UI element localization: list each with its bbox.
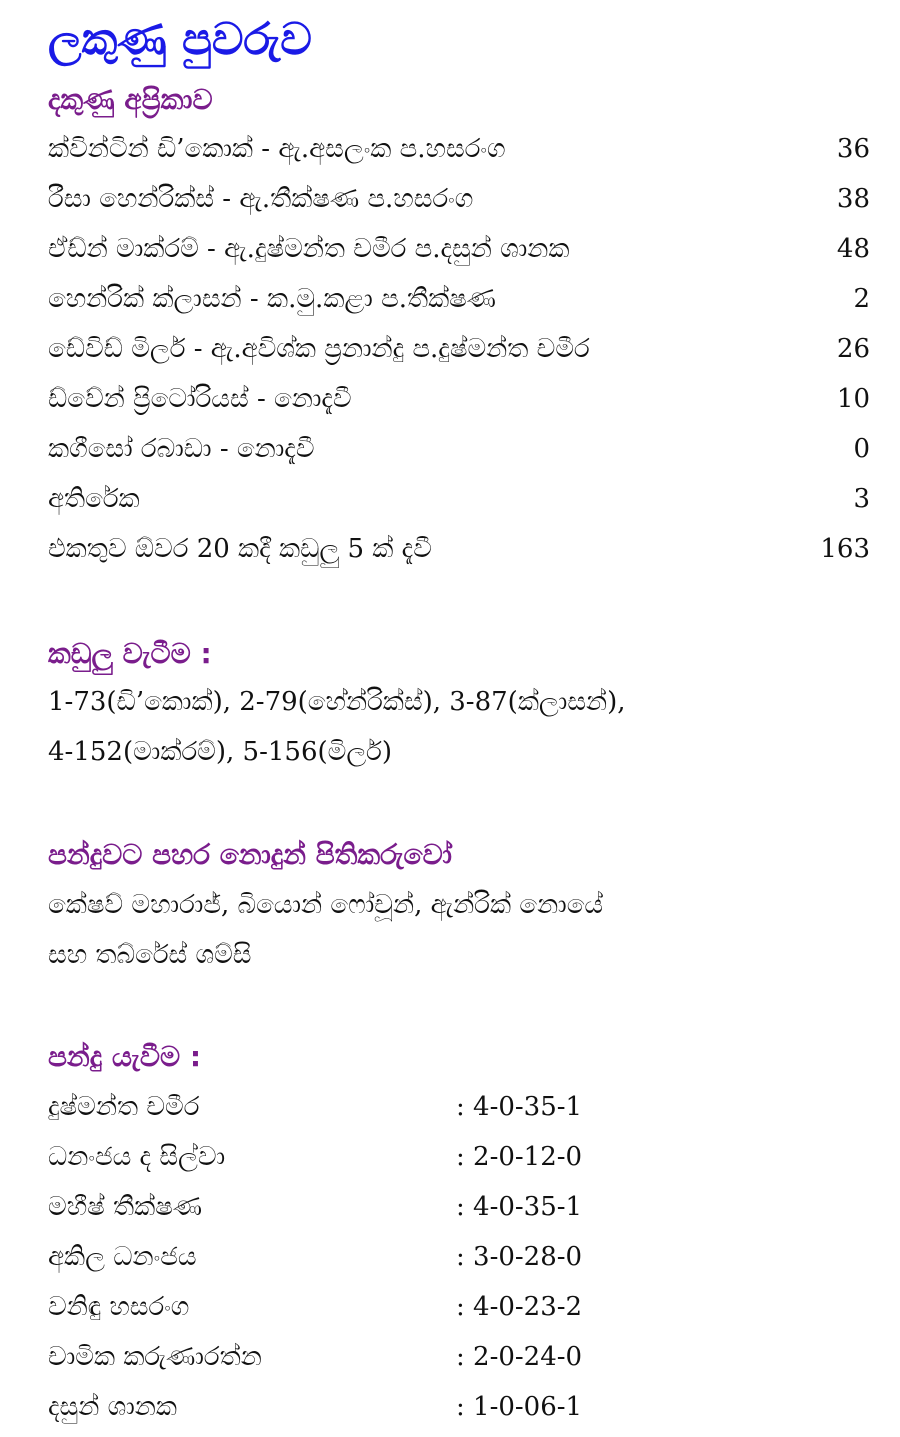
bowling-row — [48, 1382, 868, 1432]
batter-runs: 48 — [836, 234, 870, 264]
bowler-name: අකිල ධනංජය — [48, 1242, 197, 1272]
batter-dismissal: රීසා හෙන්රික්ස් - ඇ.තීක්ෂණ ප.හසරංග — [48, 184, 474, 214]
batting-team-heading: දකුණු අප්‍රිකාව — [48, 83, 213, 116]
bowler-figures: : 2-0-24-0 — [456, 1342, 583, 1372]
batting-row — [48, 274, 870, 324]
batter-dismissal: හෙන්රික් ක්ලාසන් - ක.මු.කළා ප.තීක්ෂණ — [48, 284, 496, 314]
total-runs: 163 — [820, 534, 870, 564]
batter-runs: 0 — [853, 434, 870, 464]
batter-runs: 26 — [836, 334, 870, 364]
bowler-name: මහීෂ් තීක්ෂණ — [48, 1192, 203, 1222]
batting-row — [48, 174, 870, 224]
batter-dismissal: ක්වින්ටින් ඩි’කොක් - ඇ.අසලංක ප.හසරංග — [48, 134, 506, 164]
batting-row — [48, 124, 870, 174]
batter-dismissal: ඒඩ්න් මාක්රම් - ඇ.දුෂ්මන්ත චමීර ප.දසුන් ශානක — [48, 234, 570, 264]
extras-runs: 3 — [853, 484, 870, 514]
bowler-figures: : 4-0-35-1 — [456, 1192, 583, 1222]
bowler-name: චාමික කරුණාරත්න — [48, 1342, 262, 1372]
bowler-figures: : 2-0-12-0 — [456, 1142, 583, 1172]
did-not-bat-heading: පන්දුවට පහර නොදුන් පිතිකරුවෝ — [48, 838, 452, 871]
batter-runs: 38 — [836, 184, 870, 214]
bowling-row — [48, 1332, 868, 1382]
batter-dismissal: ඩ්වේන් ප්‍රිටෝරියස් - නොදැවී — [48, 384, 352, 414]
extras-row — [48, 474, 870, 524]
fall-of-wickets-heading: කඩුලු වැටීම : — [48, 637, 212, 670]
bowling-row — [48, 1132, 868, 1182]
batter-runs: 2 — [853, 284, 870, 314]
bowler-name: වනිඳු හසරංග — [48, 1292, 190, 1322]
bowling-row — [48, 1232, 868, 1282]
batting-row — [48, 374, 870, 424]
bowling-row — [48, 1082, 868, 1132]
bowling-row — [48, 1282, 868, 1332]
did-not-bat-line: කේෂව් මහාරාජ්, බියොන් ෆෝචූන්, ඇන්රික් නොයේ — [48, 890, 604, 920]
bowler-name: දසුන් ශානක — [48, 1392, 177, 1422]
bowler-name: දුෂ්මන්ත චමීර — [48, 1092, 200, 1122]
bowler-name: ධනංජය ද සිල්වා — [48, 1142, 226, 1172]
batting-row — [48, 324, 870, 374]
bowler-figures: : 3-0-28-0 — [456, 1242, 583, 1272]
batter-runs: 10 — [836, 384, 870, 414]
did-not-bat-line: සහ තබ්රේස් ශම්සි — [48, 940, 252, 970]
batting-row — [48, 224, 870, 274]
extras-label: අතිරේක — [48, 484, 140, 514]
fall-of-wickets-line: 4-152(මාක්රම්), 5-156(මිලර්) — [48, 737, 393, 767]
batter-runs: 36 — [836, 134, 870, 164]
total-row — [48, 524, 870, 574]
bowler-figures: : 1-0-06-1 — [456, 1392, 583, 1422]
bowling-heading: පන්දු යැවීම : — [48, 1040, 202, 1073]
batting-row — [48, 424, 870, 474]
page-title: ලකුණු පුවරුව — [48, 14, 312, 65]
bowling-row — [48, 1182, 868, 1232]
bowler-figures: : 4-0-23-2 — [456, 1292, 583, 1322]
batter-dismissal: කගීසෝ රබාඩා - නොදැවී — [48, 434, 315, 464]
batter-dismissal: ඩේවිඩ් මිලර් - ඇ.අවිශ්ක ප්‍රනාන්දු ප.දුෂ්මන්ත චමීර — [48, 334, 590, 364]
bowler-figures: : 4-0-35-1 — [456, 1092, 583, 1122]
total-label: එකතුව ඕවර 20 කදී කඩුලු 5 ක් දැවී — [48, 534, 432, 564]
fall-of-wickets-line: 1-73(ඩි’කොක්), 2-79(හේන්රික්ස්), 3-87(ක්ලාසන්), — [48, 687, 626, 717]
